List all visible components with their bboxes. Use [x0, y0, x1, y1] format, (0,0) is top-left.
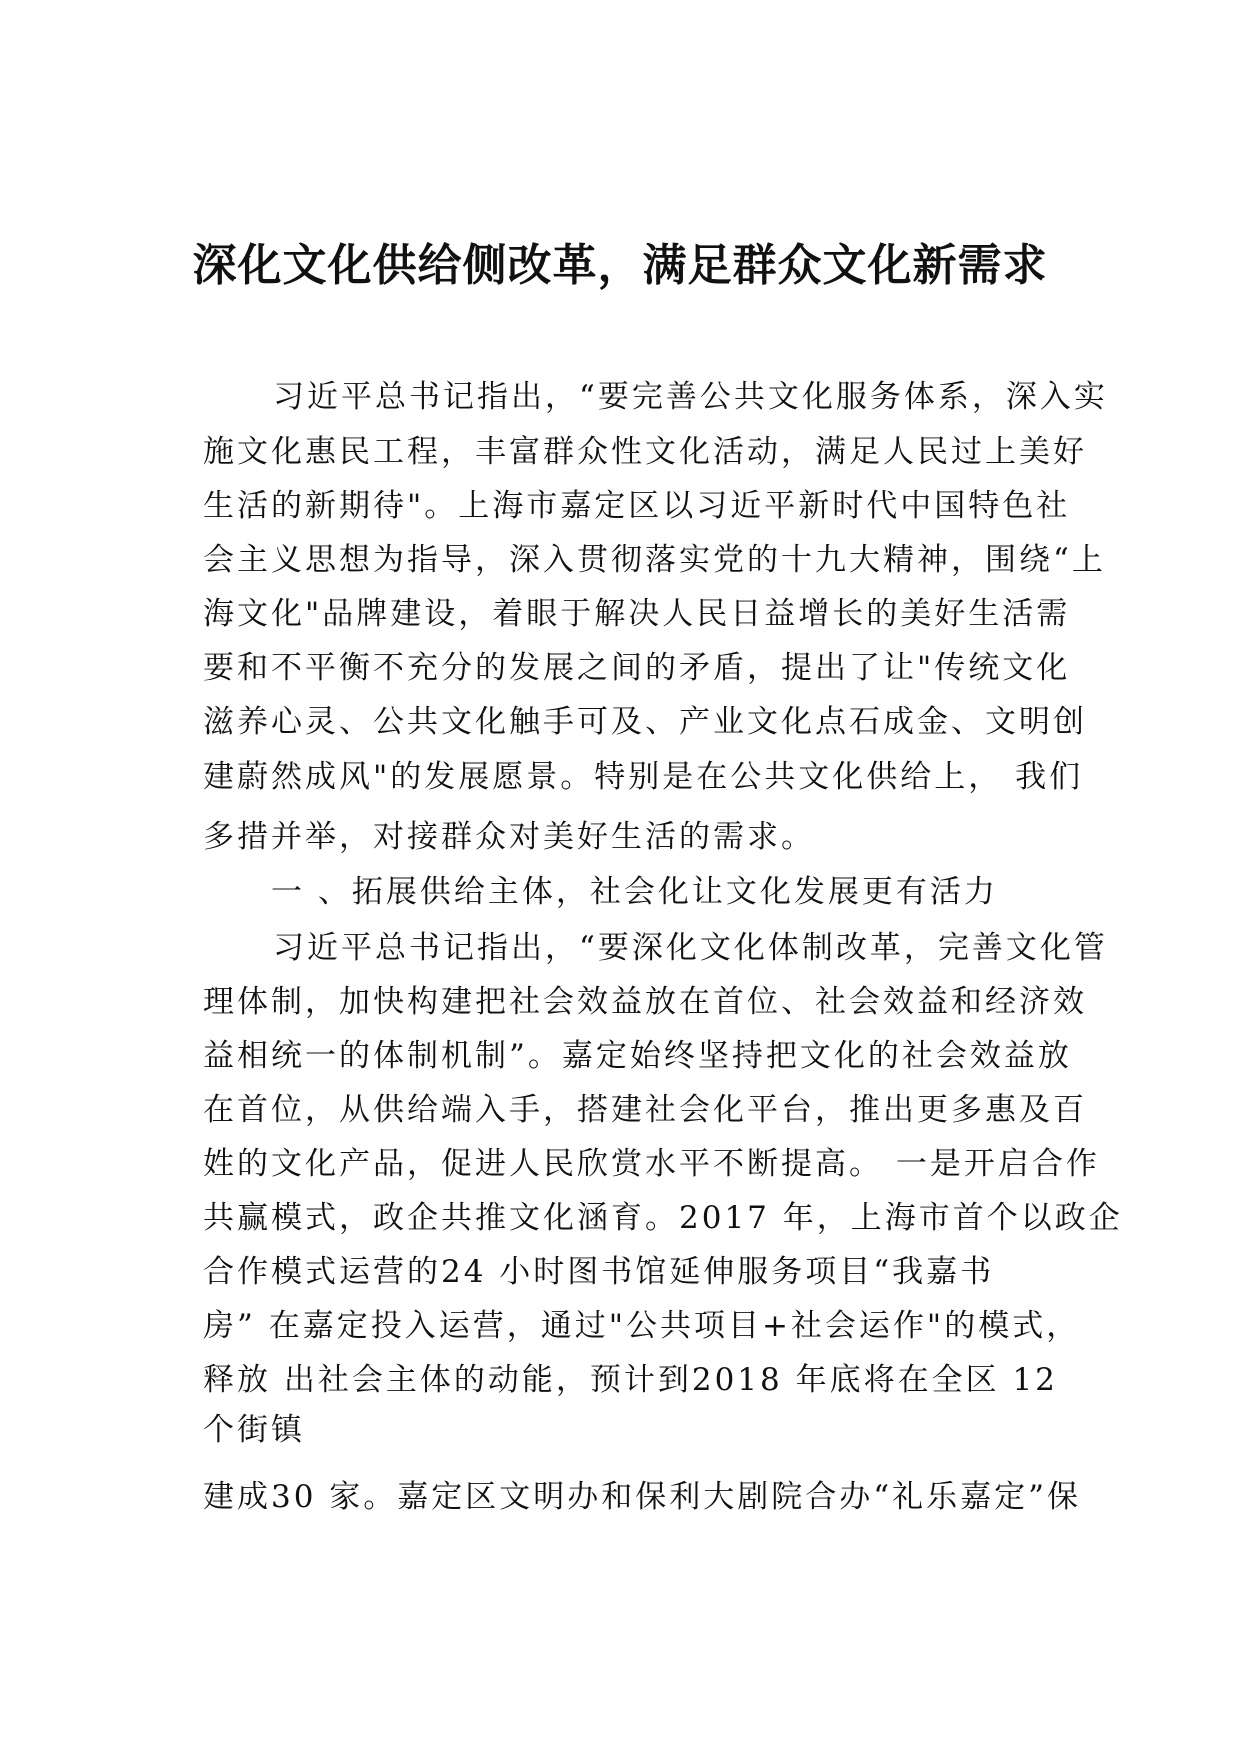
body-line: 合作模式运营的24 小时图书馆延伸服务项目“我嘉书: [203, 1254, 995, 1290]
body-line: 要和不平衡不充分的发展之间的矛盾，提出了让"传统文化: [203, 650, 1071, 686]
section-heading: 一 、拓展供给主体，社会化让文化发展更有活力: [271, 874, 998, 910]
body-line: 姓的文化产品，促进人民欣赏水平不断提高。 一是开启合作: [203, 1146, 1100, 1182]
body-line: 施文化惠民工程，丰富群众性文化活动，满足人民过上美好: [203, 434, 1087, 470]
body-line: 房” 在嘉定投入运营，通过"公共项目+社会运作"的模式，: [203, 1308, 1081, 1344]
body-line: 益相统一的体制机制”。嘉定始终坚持把文化的社会效益放: [203, 1038, 1072, 1074]
body-line: 共赢模式，政企共推文化涵育。2017 年，上海市首个以政企: [203, 1200, 1123, 1236]
body-line: 理体制，加快构建把社会效益放在首位、社会效益和经济效: [203, 984, 1087, 1020]
body-line: 习近平总书记指出，“要完善公共文化服务体系，深入实: [273, 379, 1108, 415]
body-line: 建蔚然成风"的发展愿景。特别是在公共文化供给上， 我们: [203, 759, 1084, 795]
body-line: 海文化"品牌建设，着眼于解决人民日益增长的美好生活需: [203, 596, 1071, 632]
body-line: 滋养心灵、公共文化触手可及、产业文化点石成金、文明创: [203, 704, 1087, 740]
body-line: 在首位，从供给端入手，搭建社会化平台，推出更多惠及百: [203, 1092, 1087, 1128]
body-line: 生活的新期待"。上海市嘉定区以习近平新时代中国特色社: [203, 488, 1071, 524]
body-line: 多措并举，对接群众对美好生活的需求。: [203, 819, 815, 855]
document-title: 深化文化供给侧改革，满足群众文化新需求: [192, 240, 1048, 291]
body-line: 习近平总书记指出，“要深化文化体制改革，完善文化管: [273, 930, 1108, 966]
body-line: 建成30 家。嘉定区文明办和保利大剧院合办“礼乐嘉定”保: [203, 1479, 1081, 1515]
body-line: 释放 出社会主体的动能，预计到2018 年底将在全区 12: [203, 1362, 1058, 1398]
body-line: 会主义思想为指导，深入贯彻落实党的十九大精神，围绕“上: [203, 542, 1106, 578]
body-line: 个街镇: [203, 1412, 305, 1448]
